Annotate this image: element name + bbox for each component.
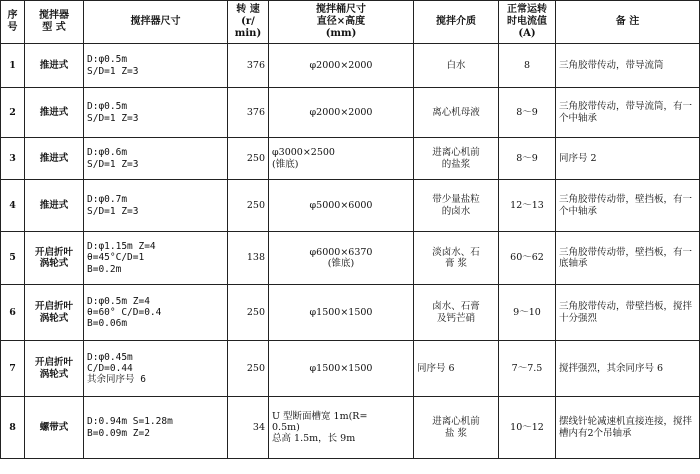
header-note: 备 注	[556, 1, 700, 44]
cell-note: 三角胶带传动，带导流筒	[556, 44, 700, 88]
table-row	[1, 285, 700, 341]
cell-medium: 白水	[414, 44, 499, 88]
cell-size: D:0.94m S=1.28m B=0.09m Z=2	[84, 397, 228, 459]
cell-note: 三角胶带传动，带壁挡板，搅拌十分强烈	[556, 285, 700, 341]
table-row	[1, 44, 700, 88]
cell-speed: 138	[228, 232, 269, 285]
cell-current: 9～10	[499, 285, 556, 341]
header-size: 搅拌器尺寸	[84, 1, 228, 44]
table-row	[1, 341, 700, 397]
cell-medium: 进离心机前 盐 浆	[414, 397, 499, 459]
header-row	[1, 1, 700, 44]
cell-type: 开启折叶 涡轮式	[25, 232, 84, 285]
cell-tank: U 型断面槽宽 1m(R= 0.5m) 总高 1.5m，长 9m	[269, 397, 414, 459]
cell-speed: 250	[228, 138, 269, 180]
cell-no: 8	[1, 397, 25, 459]
cell-medium: 淡卤水、石 膏 浆	[414, 232, 499, 285]
cell-tank: φ3000×2500 (锥底)	[269, 138, 414, 180]
cell-size: D:φ1.15m Z=4 θ=45°C/D=1 B=0.2m	[84, 232, 228, 285]
cell-type: 推进式	[25, 180, 84, 232]
table-row	[1, 180, 700, 232]
cell-speed: 376	[228, 44, 269, 88]
cell-tank: φ2000×2000	[269, 88, 414, 138]
cell-no: 5	[1, 232, 25, 285]
cell-tank: φ1500×1500	[269, 341, 414, 397]
table-row	[1, 397, 700, 459]
cell-note: 三角胶带传动带，壁挡板，有一个中轴承	[556, 180, 700, 232]
cell-current: 12～13	[499, 180, 556, 232]
cell-medium: 带少量盐粒 的卤水	[414, 180, 499, 232]
cell-current: 8	[499, 44, 556, 88]
cell-type: 开启折叶 涡轮式	[25, 285, 84, 341]
cell-current: 10～12	[499, 397, 556, 459]
cell-size: D:φ0.5m S/D=1 Z=3	[84, 44, 228, 88]
cell-tank: φ6000×6370 (锥底)	[269, 232, 414, 285]
cell-type: 开启折叶 涡轮式	[25, 341, 84, 397]
cell-no: 3	[1, 138, 25, 180]
table-row	[1, 138, 700, 180]
header-type: 搅拌器 型 式	[25, 1, 84, 44]
cell-type: 推进式	[25, 138, 84, 180]
table-row	[1, 232, 700, 285]
cell-note: 摆线针轮减速机直接连接，搅拌槽内有2个吊轴承	[556, 397, 700, 459]
cell-speed: 34	[228, 397, 269, 459]
cell-medium: 卤水、石膏 及钙芒硝	[414, 285, 499, 341]
cell-size: D:φ0.6m S/D=1 Z=3	[84, 138, 228, 180]
cell-size: D:φ0.5m Z=4 θ=60° C/D=0.4 B=0.06m	[84, 285, 228, 341]
cell-tank: φ1500×1500	[269, 285, 414, 341]
cell-speed: 250	[228, 180, 269, 232]
cell-note: 搅拌强烈，其余同序号 6	[556, 341, 700, 397]
cell-speed: 376	[228, 88, 269, 138]
header-tank: 搅拌桶尺寸 直径×高度 (mm)	[269, 1, 414, 44]
cell-size: D:φ0.7m S/D=1 Z=3	[84, 180, 228, 232]
cell-tank: φ5000×6000	[269, 180, 414, 232]
cell-size: D:φ0.5m S/D=1 Z=3	[84, 88, 228, 138]
cell-no: 6	[1, 285, 25, 341]
cell-current: 7～7.5	[499, 341, 556, 397]
cell-medium: 同序号 6	[414, 341, 499, 397]
cell-no: 7	[1, 341, 25, 397]
cell-type: 推进式	[25, 88, 84, 138]
cell-no: 4	[1, 180, 25, 232]
cell-current: 8～9	[499, 88, 556, 138]
header-medium: 搅拌介质	[414, 1, 499, 44]
cell-current: 60～62	[499, 232, 556, 285]
cell-current: 8～9	[499, 138, 556, 180]
header-current: 正常运转 时电流值 (A)	[499, 1, 556, 44]
cell-medium: 进离心机前 的盐浆	[414, 138, 499, 180]
cell-no: 1	[1, 44, 25, 88]
header-speed: 转 速 (r/ min)	[228, 1, 269, 44]
cell-note: 同序号 2	[556, 138, 700, 180]
cell-type: 推进式	[25, 44, 84, 88]
cell-medium: 离心机母液	[414, 88, 499, 138]
cell-size: D:φ0.45m C/D=0.44 其余同序号 6	[84, 341, 228, 397]
cell-note: 三角胶带传动，带导流筒，有一个中轴承	[556, 88, 700, 138]
cell-type: 螺带式	[25, 397, 84, 459]
cell-speed: 250	[228, 285, 269, 341]
cell-no: 2	[1, 88, 25, 138]
cell-tank: φ2000×2000	[269, 44, 414, 88]
header-no: 序号	[1, 1, 25, 44]
table-row	[1, 88, 700, 138]
cell-note: 三角胶带传动带，壁挡板，有一底轴承	[556, 232, 700, 285]
cell-speed: 250	[228, 341, 269, 397]
